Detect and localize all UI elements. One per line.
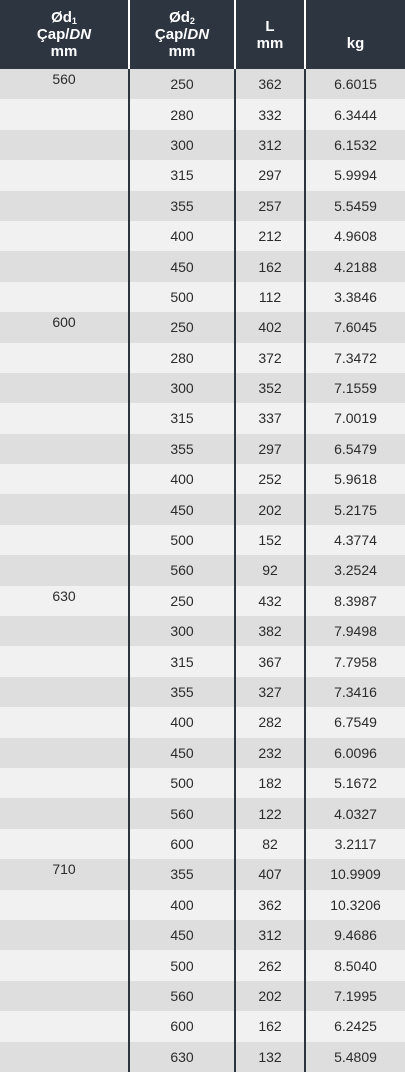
cell-d1: 560 (0, 69, 129, 99)
table-row (0, 464, 405, 494)
cell-weight: 10.3206 (305, 890, 405, 920)
cell-d2: 315 (129, 403, 235, 433)
table-row (0, 69, 405, 99)
table-row (0, 1042, 405, 1072)
cell-d2: 300 (129, 616, 235, 646)
cell-weight: 5.9994 (305, 160, 405, 190)
cell-length: 352 (235, 373, 305, 403)
cell-d2: 300 (129, 130, 235, 160)
cell-d1 (0, 981, 129, 1011)
table-row (0, 1011, 405, 1041)
table-row (0, 707, 405, 737)
header-d1-caption-b: DN (69, 26, 92, 43)
cell-length: 182 (235, 768, 305, 798)
cell-d1 (0, 738, 129, 768)
table-row (0, 312, 405, 342)
cell-d2: 560 (129, 798, 235, 828)
cell-d2: 500 (129, 950, 235, 980)
cell-d2: 450 (129, 920, 235, 950)
cell-length: 432 (235, 586, 305, 616)
table-row (0, 130, 405, 160)
cell-weight: 5.4809 (305, 1042, 405, 1072)
table-row (0, 99, 405, 129)
cell-d2: 450 (129, 738, 235, 768)
table-row (0, 434, 405, 464)
table-row (0, 950, 405, 980)
cell-d2: 500 (129, 768, 235, 798)
cell-weight: 4.3774 (305, 525, 405, 555)
cell-weight: 7.3416 (305, 677, 405, 707)
cell-length: 112 (235, 282, 305, 312)
table-row (0, 859, 405, 889)
cell-d1 (0, 950, 129, 980)
table-row (0, 555, 405, 585)
cell-weight: 7.7958 (305, 646, 405, 676)
cell-d2: 355 (129, 859, 235, 889)
cell-d1 (0, 373, 129, 403)
table-row (0, 282, 405, 312)
cell-length: 402 (235, 312, 305, 342)
table-row (0, 160, 405, 190)
table-row (0, 616, 405, 646)
cell-weight: 7.9498 (305, 616, 405, 646)
table-body (0, 69, 405, 1072)
cell-length: 297 (235, 434, 305, 464)
header-length (235, 0, 305, 69)
header-d2-subscript: 2 (189, 16, 195, 26)
table-row (0, 798, 405, 828)
cell-d1: 600 (0, 312, 129, 342)
cell-d1 (0, 160, 129, 190)
cell-d1 (0, 494, 129, 524)
table-row (0, 373, 405, 403)
header-d1-symbol: Ød (51, 9, 72, 26)
table-row (0, 920, 405, 950)
cell-weight: 4.9608 (305, 221, 405, 251)
cell-weight: 6.5479 (305, 434, 405, 464)
cell-weight: 7.6045 (305, 312, 405, 342)
cell-length: 252 (235, 464, 305, 494)
cell-d1 (0, 434, 129, 464)
cell-d1 (0, 343, 129, 373)
cell-length: 407 (235, 859, 305, 889)
cell-d1 (0, 191, 129, 221)
cell-d2: 500 (129, 282, 235, 312)
cell-d2: 250 (129, 69, 235, 99)
cell-weight: 7.0019 (305, 403, 405, 433)
cell-length: 362 (235, 69, 305, 99)
table-row (0, 738, 405, 768)
cell-weight: 5.1672 (305, 768, 405, 798)
table-row (0, 494, 405, 524)
cell-length: 122 (235, 798, 305, 828)
header-length-symbol: L (265, 17, 275, 35)
cell-d2: 560 (129, 981, 235, 1011)
cell-weight: 7.1995 (305, 981, 405, 1011)
cell-length: 152 (235, 525, 305, 555)
cell-length: 162 (235, 251, 305, 281)
cell-weight: 6.6015 (305, 69, 405, 99)
cell-d2: 450 (129, 494, 235, 524)
cell-length: 337 (235, 403, 305, 433)
cell-d2: 560 (129, 555, 235, 585)
cell-weight: 3.2524 (305, 555, 405, 585)
cell-d2: 250 (129, 586, 235, 616)
table-row (0, 829, 405, 859)
cell-d1 (0, 464, 129, 494)
cell-d2: 355 (129, 677, 235, 707)
cell-d1: 630 (0, 586, 129, 616)
cell-length: 262 (235, 950, 305, 980)
table-row (0, 890, 405, 920)
cell-d1 (0, 829, 129, 859)
header-weight-unit: kg (346, 35, 365, 52)
cell-weight: 5.5459 (305, 191, 405, 221)
cell-weight: 3.2117 (305, 829, 405, 859)
cell-weight: 6.0096 (305, 738, 405, 768)
cell-d2: 600 (129, 1011, 235, 1041)
cell-d1 (0, 99, 129, 129)
cell-d1 (0, 251, 129, 281)
table-row (0, 251, 405, 281)
header-d1 (0, 0, 129, 69)
cell-d2: 280 (129, 99, 235, 129)
header-d2-caption-a: Çap/ (154, 26, 188, 43)
header-d2 (129, 0, 235, 69)
cell-weight: 6.1532 (305, 130, 405, 160)
cell-d2: 280 (129, 343, 235, 373)
cell-weight: 8.5040 (305, 950, 405, 980)
header-d2-symbol: Ød (169, 9, 190, 26)
header-d1-caption (0, 26, 128, 43)
cell-length: 367 (235, 646, 305, 676)
cell-length: 372 (235, 343, 305, 373)
cell-weight: 5.9618 (305, 464, 405, 494)
cell-d1 (0, 616, 129, 646)
cell-d1 (0, 677, 129, 707)
cell-length: 312 (235, 920, 305, 950)
cell-length: 92 (235, 555, 305, 585)
cell-weight: 4.0327 (305, 798, 405, 828)
table-row (0, 586, 405, 616)
table-row (0, 768, 405, 798)
cell-d1 (0, 555, 129, 585)
cell-weight: 3.3846 (305, 282, 405, 312)
cell-length: 202 (235, 981, 305, 1011)
table-row (0, 191, 405, 221)
cell-length: 162 (235, 1011, 305, 1041)
cell-d1 (0, 1042, 129, 1072)
table-row (0, 525, 405, 555)
table-row (0, 646, 405, 676)
cell-length: 282 (235, 707, 305, 737)
cell-weight: 8.3987 (305, 586, 405, 616)
cell-weight: 4.2188 (305, 251, 405, 281)
cell-d1 (0, 798, 129, 828)
cell-length: 132 (235, 1042, 305, 1072)
cell-length: 362 (235, 890, 305, 920)
header-d1-subscript: 1 (71, 16, 77, 26)
header-d1-caption-a: Çap/ (36, 26, 70, 43)
header-weight (305, 0, 405, 69)
cell-length: 82 (235, 829, 305, 859)
cell-weight: 6.2425 (305, 1011, 405, 1041)
cell-weight: 6.3444 (305, 99, 405, 129)
cell-d2: 400 (129, 707, 235, 737)
cell-d2: 355 (129, 434, 235, 464)
table-row (0, 981, 405, 1011)
header-d2-caption (130, 26, 234, 43)
cell-d1 (0, 282, 129, 312)
cell-length: 297 (235, 160, 305, 190)
cell-weight: 10.9909 (305, 859, 405, 889)
cell-d2: 250 (129, 312, 235, 342)
cell-weight: 5.2175 (305, 494, 405, 524)
cell-weight: 7.3472 (305, 343, 405, 373)
cell-length: 212 (235, 221, 305, 251)
cell-weight: 9.4686 (305, 920, 405, 950)
cell-length: 327 (235, 677, 305, 707)
cell-d2: 355 (129, 191, 235, 221)
cell-d1 (0, 1011, 129, 1041)
cell-d1 (0, 130, 129, 160)
cell-weight: 6.7549 (305, 707, 405, 737)
cell-d2: 400 (129, 464, 235, 494)
header-d1-unit: mm (50, 43, 78, 60)
header-d2-unit: mm (168, 43, 196, 60)
cell-d1 (0, 525, 129, 555)
cell-d2: 315 (129, 646, 235, 676)
cell-length: 202 (235, 494, 305, 524)
cell-d2: 630 (129, 1042, 235, 1072)
cell-d1 (0, 646, 129, 676)
cell-d1 (0, 920, 129, 950)
cell-d2: 400 (129, 890, 235, 920)
table-row (0, 343, 405, 373)
cell-length: 312 (235, 130, 305, 160)
cell-weight: 7.1559 (305, 373, 405, 403)
table-row (0, 221, 405, 251)
cell-d1 (0, 221, 129, 251)
header-length-unit: mm (256, 34, 284, 52)
cell-d1: 710 (0, 859, 129, 889)
cell-d1 (0, 403, 129, 433)
cell-d1 (0, 890, 129, 920)
table-row (0, 403, 405, 433)
table-header (0, 0, 405, 69)
cell-d2: 450 (129, 251, 235, 281)
table-row (0, 677, 405, 707)
cell-d2: 600 (129, 829, 235, 859)
cell-length: 232 (235, 738, 305, 768)
header-d2-caption-b: DN (187, 26, 210, 43)
cell-d1 (0, 768, 129, 798)
cell-d2: 500 (129, 525, 235, 555)
cell-d2: 400 (129, 221, 235, 251)
cell-d2: 300 (129, 373, 235, 403)
cell-length: 257 (235, 191, 305, 221)
cell-d1 (0, 707, 129, 737)
cell-length: 332 (235, 99, 305, 129)
cell-length: 382 (235, 616, 305, 646)
cell-d2: 315 (129, 160, 235, 190)
